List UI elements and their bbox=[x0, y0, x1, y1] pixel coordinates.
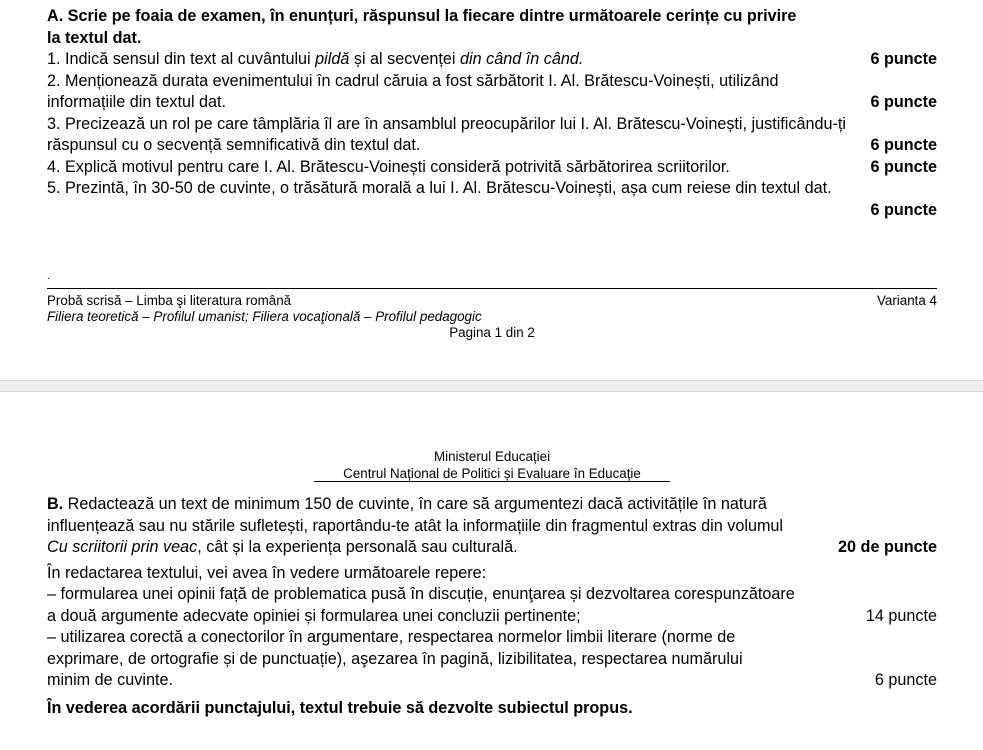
question-2: 2. Menționează durata evenimentului în cadrul căruia a fost sărbătorit I. Al. Brătescu-Voinești, utilizând informațiile din textul dat. 6 puncte bbox=[47, 71, 937, 114]
center-name: Centrul Național de Politici și Evaluare în Educație bbox=[343, 466, 641, 481]
section-a bbox=[47, 6, 937, 221]
scoring-note: În vederea acordării punctajului, textul trebuie să dezvolte subiectul propus. bbox=[47, 698, 633, 717]
section-b-points: 20 de puncte bbox=[838, 538, 937, 556]
question-1: 1. Indică sensul din text al cuvântului pildă și al secvenței din când în când. 6 puncte bbox=[47, 49, 937, 71]
criterion-2-points: 6 puncte bbox=[874, 671, 937, 689]
page-number: Pagina 1 din 2 bbox=[449, 325, 535, 340]
question-1-points: 6 puncte bbox=[870, 50, 937, 68]
criterion-2: – utilizarea corectă a conectorilor în argumentare, respectarea normelor limbii literare (norme de exprimare, de ortografie și de punctuație), aşezarea în pagină, lizibilitatea, respectarea numărului minim de cuvinte. 6 puncte bbox=[47, 627, 937, 692]
question-5: 5. Prezintă, în 30-50 de cuvinte, o trăsătură morală a lui I. Al. Brătescu-Voinești, așa cum reiese din textul dat. 6 puncte bbox=[47, 178, 937, 221]
variant-label: Varianta 4 bbox=[876, 293, 937, 308]
section-b-task: B. Redactează un text de minimum 150 de cuvinte, în care să argumentezi dacă activitățile în natură influențează sau nu stările sufletești, raportându-te atât la informațiile din fragmentul extras din volumul Cu scriitorii prin veac, cât și la experiența personală sau culturală. 20 de puncte bbox=[47, 494, 937, 559]
ministry-name: Ministerul Educației bbox=[433, 449, 551, 464]
question-3-points: 6 puncte bbox=[870, 136, 937, 154]
page-header bbox=[47, 448, 937, 482]
guide-intro: În redactarea textului, vei avea în vedere următoarele repere: bbox=[47, 563, 487, 582]
exam-page-2 bbox=[0, 392, 983, 750]
criterion-1-points: 14 puncte bbox=[865, 606, 937, 625]
footer-rule bbox=[47, 288, 937, 289]
question-4-points: 6 puncte bbox=[870, 157, 937, 176]
criterion-1: – formularea unei opinii față de problematica pusă în discuție, enunţarea și dezvoltarea corespunzătoare a două argumente adecvate opiniei și formularea unei concluzii pertinente; 14 puncte bbox=[47, 584, 937, 627]
profile-line: Filiera teoretică – Profilul umanist; Filiera vocaţională – Profilul pedagogic bbox=[47, 309, 482, 324]
question-3: 3. Precizează un rol pe care tâmplăria îl are în ansamblul preocupărilor lui I. Al. Brătescu-Voinești, justificându-ți răspunsul cu o secvență semnificativă din textul dat. 6 puncte bbox=[47, 114, 937, 157]
question-5-points: 6 puncte bbox=[870, 200, 937, 219]
page-separator bbox=[0, 380, 983, 392]
section-a-heading: A. Scrie pe foaia de examen, în enunțuri, răspunsul la fiecare dintre următoarele cerințe cu privire la textul dat. bbox=[47, 7, 797, 47]
question-2-points: 6 puncte bbox=[870, 93, 937, 111]
exam-title: Probă scrisă – Limba şi literatura română bbox=[47, 293, 292, 308]
section-b bbox=[47, 494, 937, 719]
page-footer bbox=[47, 293, 937, 341]
question-4: 4. Explică motivul pentru care I. Al. Brătescu-Voinești consideră potrivită sărbătorirea scriitorilor. 6 puncte bbox=[47, 157, 937, 179]
stray-dot: . bbox=[47, 271, 50, 282]
